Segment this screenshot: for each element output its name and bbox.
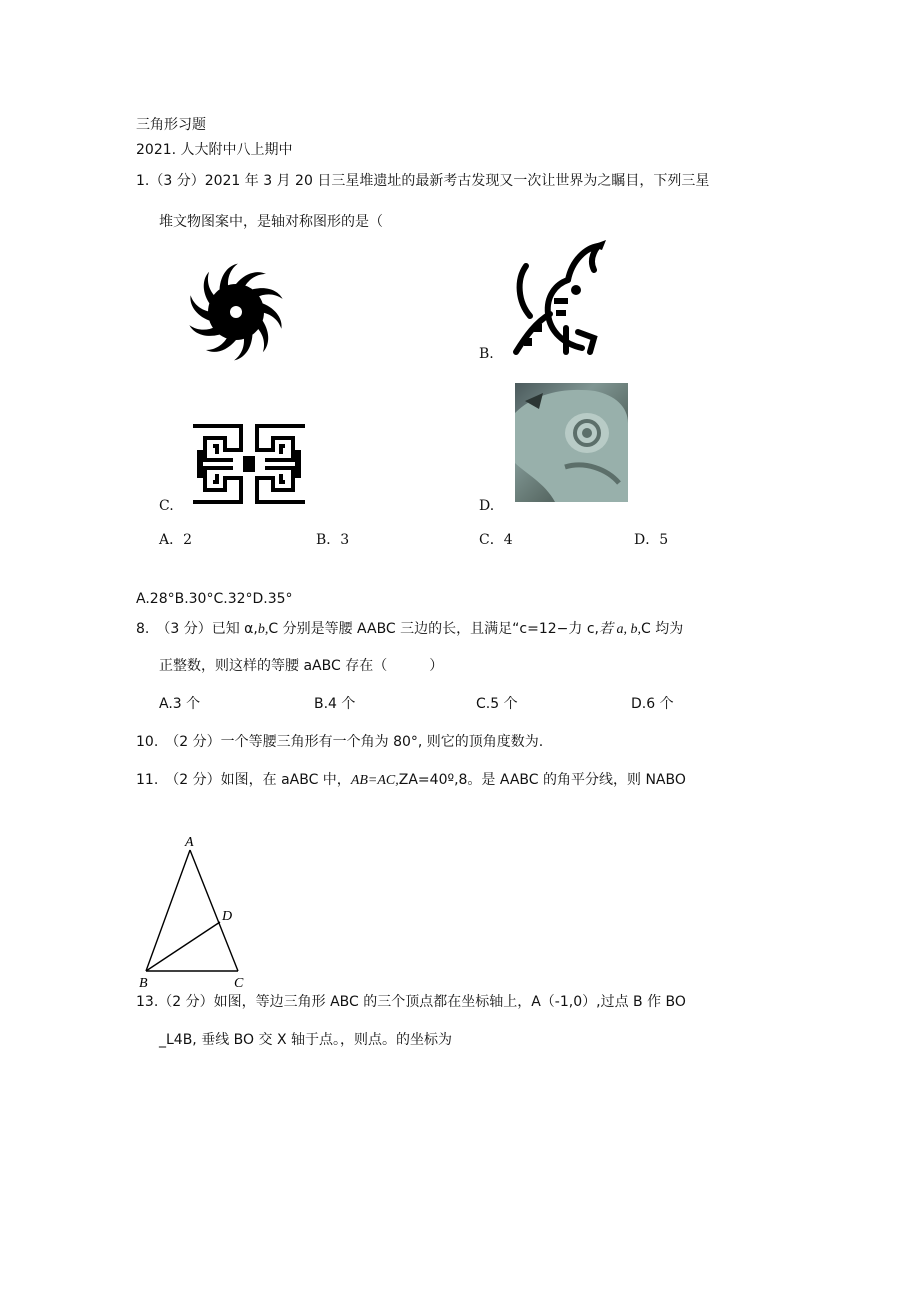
q1-option-d: D．5: [634, 532, 669, 548]
q1-option-a: A．2: [159, 532, 193, 548]
q8-option-d: D.6 个: [631, 696, 674, 712]
angle-options-line: A.28°B.30°C.32°D.35°: [136, 591, 293, 607]
q8-option-c: C.5 个: [476, 696, 518, 712]
worksheet-title: 三角形习题: [136, 117, 206, 133]
q1-option-c: C．4: [479, 532, 513, 548]
q8-line2: 正整数，则这样的等腰 aABC 存在（ ）: [159, 658, 444, 674]
side-ab: [146, 850, 190, 971]
q11-text-part1: 11. （2 分）如图，在 aABC 中，: [136, 772, 351, 788]
figure-d-label: D.: [479, 498, 495, 514]
figure-b-bird-pattern: [506, 240, 610, 358]
q8-line1: [136, 620, 683, 639]
q11-text: [136, 771, 686, 790]
bisector-bd: [146, 922, 220, 971]
q13-line1: 13.（2 分）如图，等边三角形 ABC 的三个顶点都在坐标轴上，A（-1,0）,过点 B 作 BO: [136, 994, 686, 1010]
q13-line2: _L4B, 垂线 BO 交 X 轴于点。，则点。的坐标为: [159, 1032, 452, 1048]
q1-line1: 1.（3 分）2021 年 3 月 20 日三星堆遗址的最新考古发现又一次让世界为之瞩目，下列三星: [136, 173, 710, 189]
q8-line1-part5: C 均为: [640, 621, 684, 637]
figure-a-spiral-sun: [186, 262, 286, 362]
q1-line2: 堆文物图案中，是轴对称图形的是（: [159, 214, 383, 230]
vertex-b-label: B: [139, 976, 148, 991]
figure-d-bronze-photo: [515, 383, 628, 502]
figure-c-symmetric-pattern: [189, 420, 309, 508]
q8-line1-part2: b,: [257, 622, 269, 637]
q8-line1-part4: 若 a, b,: [598, 622, 641, 637]
q11-text-part2: AB=AC,: [350, 773, 399, 788]
q1-option-b: B．3: [316, 532, 350, 548]
point-d-label: D: [222, 909, 233, 924]
q8-line1-part1: 8. （3 分）已知 α,: [136, 621, 258, 637]
figure-c-label: C.: [159, 498, 174, 514]
bronze-head-image: [515, 383, 628, 502]
triangle-abc-figure: [136, 832, 256, 992]
q8-option-b: B.4 个: [314, 696, 356, 712]
q10-text: 10. （2 分）一个等腰三角形有一个角为 80°, 则它的顶角度数为.: [136, 734, 544, 750]
vertex-c-label: C: [234, 976, 244, 991]
q8-line1-part3: C 分别是等腰 AABC 三边的长，且满足“c=12−力 c,: [268, 621, 599, 637]
source-line: 2021. 人大附中八上期中: [136, 142, 293, 158]
figure-b-label: B.: [479, 346, 494, 362]
q8-option-a: A.3 个: [159, 696, 201, 712]
vertex-a-label: A: [185, 835, 194, 850]
q11-text-part3: ZA=40º,8。是 AABC 的角平分线，则 NABO: [398, 772, 686, 788]
